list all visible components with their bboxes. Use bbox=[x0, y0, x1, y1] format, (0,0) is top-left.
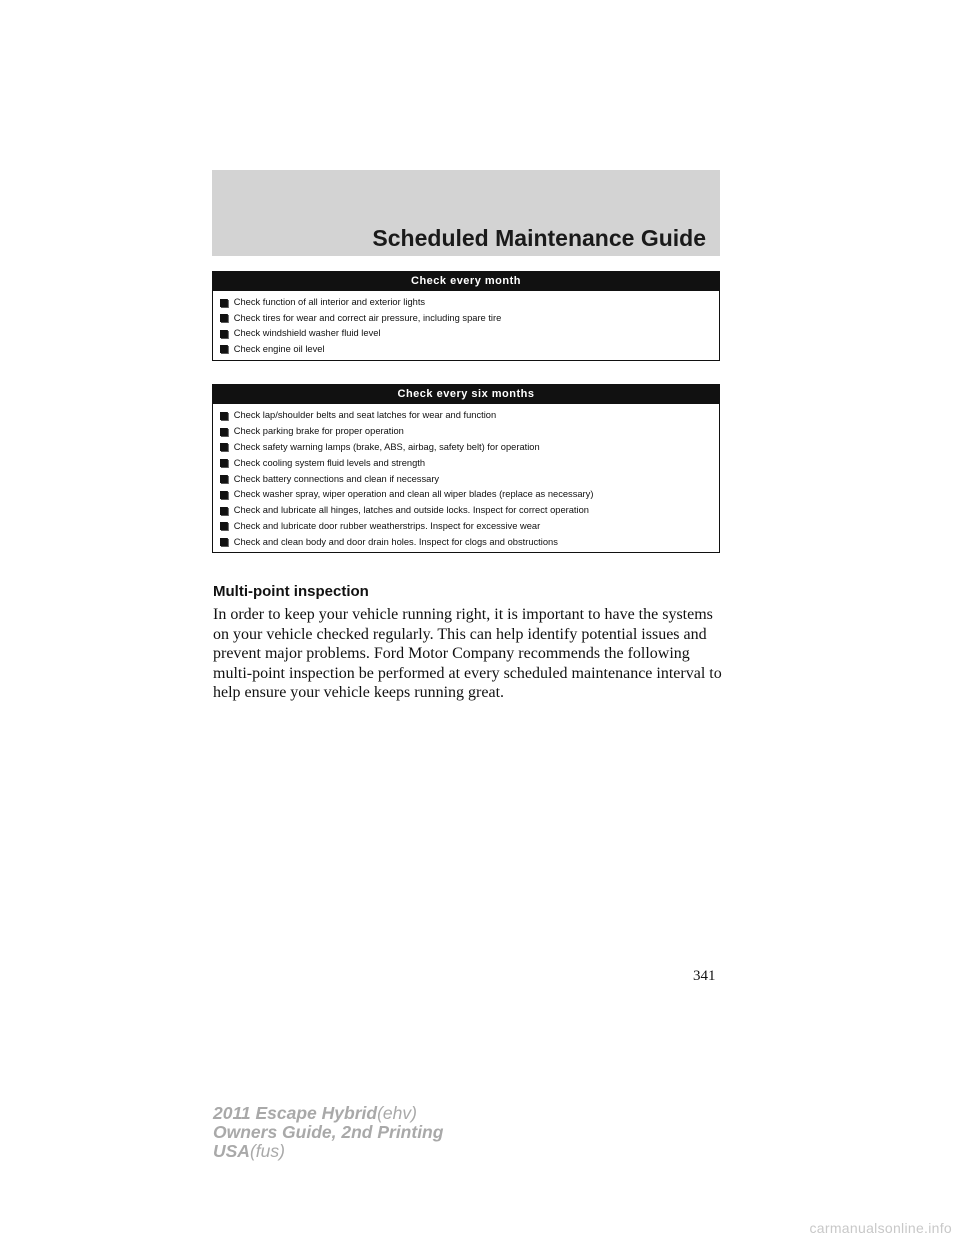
checklist-item-label: Check parking brake for proper operation bbox=[233, 426, 404, 438]
checklist-item bbox=[220, 295, 710, 311]
checkbox-icon bbox=[220, 428, 228, 436]
monthly-checklist-box bbox=[212, 271, 720, 361]
checklist-item bbox=[220, 503, 710, 519]
checklist-item-label: Check windshield washer fluid level bbox=[233, 328, 381, 340]
checkbox-icon bbox=[220, 507, 228, 515]
six-month-checklist-heading: Check every six months bbox=[213, 385, 719, 404]
monthly-checklist bbox=[213, 291, 719, 359]
checklist-item bbox=[220, 455, 710, 471]
checklist-item-label: Check and lubricate door rubber weatherstrips. Inspect for excessive wear bbox=[233, 520, 541, 532]
checklist-item bbox=[220, 424, 710, 440]
monthly-checklist-heading: Check every month bbox=[213, 272, 719, 291]
checkbox-icon bbox=[220, 345, 228, 353]
checklist-item-label: Check and lubricate all hinges, latches and outside locks. Inspect for correct operation bbox=[233, 505, 589, 517]
checkbox-icon bbox=[220, 443, 228, 451]
checklist-item bbox=[220, 408, 710, 424]
checkbox-icon bbox=[220, 491, 228, 499]
checklist-item bbox=[220, 440, 710, 456]
checklist-item-label: Check tires for wear and correct air pressure, including spare tire bbox=[233, 312, 502, 324]
checklist-item bbox=[220, 519, 710, 535]
watermark: carmanualsonline.info bbox=[809, 1220, 952, 1236]
footer-region: USA bbox=[213, 1141, 250, 1161]
page-number: 341 bbox=[693, 968, 716, 984]
checklist-item-label: Check engine oil level bbox=[233, 343, 325, 355]
checklist-item-label: Check lap/shoulder belts and seat latches for wear and function bbox=[233, 410, 497, 422]
six-month-checklist-box bbox=[212, 384, 720, 553]
footer-model: 2011 Escape Hybrid bbox=[213, 1103, 378, 1123]
section-body: In order to keep your vehicle running right, it is important to have the systems on your vehicle checked regularly. This can help identify potential issues and prevent major problems. Ford Motor Company recommends the following multi-point inspection be performed at every scheduled maintenance interval to help ensure your vehicle keeps running great. bbox=[213, 606, 722, 701]
header-band bbox=[212, 170, 720, 256]
checkbox-icon bbox=[220, 299, 228, 307]
checklist-item bbox=[220, 471, 710, 487]
checkbox-icon bbox=[220, 538, 228, 546]
checklist-item-label: Check and clean body and door drain holes. Inspect for clogs and obstructions bbox=[233, 536, 558, 548]
footer-block bbox=[213, 1104, 443, 1161]
checklist-item-label: Check cooling system fluid levels and strength bbox=[233, 457, 426, 469]
checklist-item-label: Check battery connections and clean if necessary bbox=[233, 473, 440, 485]
checklist-item bbox=[220, 342, 710, 358]
checklist-item bbox=[220, 487, 710, 503]
checklist-item bbox=[220, 326, 710, 342]
footer-model-code: (ehv) bbox=[377, 1103, 417, 1123]
checklist-item bbox=[220, 311, 710, 327]
footer-line-3 bbox=[213, 1142, 443, 1161]
footer-region-code: (fus) bbox=[249, 1141, 285, 1161]
six-month-checklist bbox=[213, 404, 719, 552]
checklist-item bbox=[220, 534, 710, 550]
checkbox-icon bbox=[220, 459, 228, 467]
checkbox-icon bbox=[220, 314, 228, 322]
footer-line-1 bbox=[213, 1104, 443, 1123]
checkbox-icon bbox=[220, 412, 228, 420]
section-title: Multi-point inspection bbox=[213, 583, 369, 600]
checkbox-icon bbox=[220, 330, 228, 338]
page-header-title: Scheduled Maintenance Guide bbox=[372, 225, 706, 251]
footer-line-2: Owners Guide, 2nd Printing bbox=[213, 1122, 444, 1142]
checklist-item-label: Check washer spray, wiper operation and clean all wiper blades (replace as necessary) bbox=[233, 489, 594, 501]
checklist-item-label: Check function of all interior and exterior lights bbox=[233, 297, 426, 309]
checkbox-icon bbox=[220, 522, 228, 530]
checkbox-icon bbox=[220, 475, 228, 483]
checklist-item-label: Check safety warning lamps (brake, ABS, airbag, safety belt) for operation bbox=[233, 441, 540, 453]
